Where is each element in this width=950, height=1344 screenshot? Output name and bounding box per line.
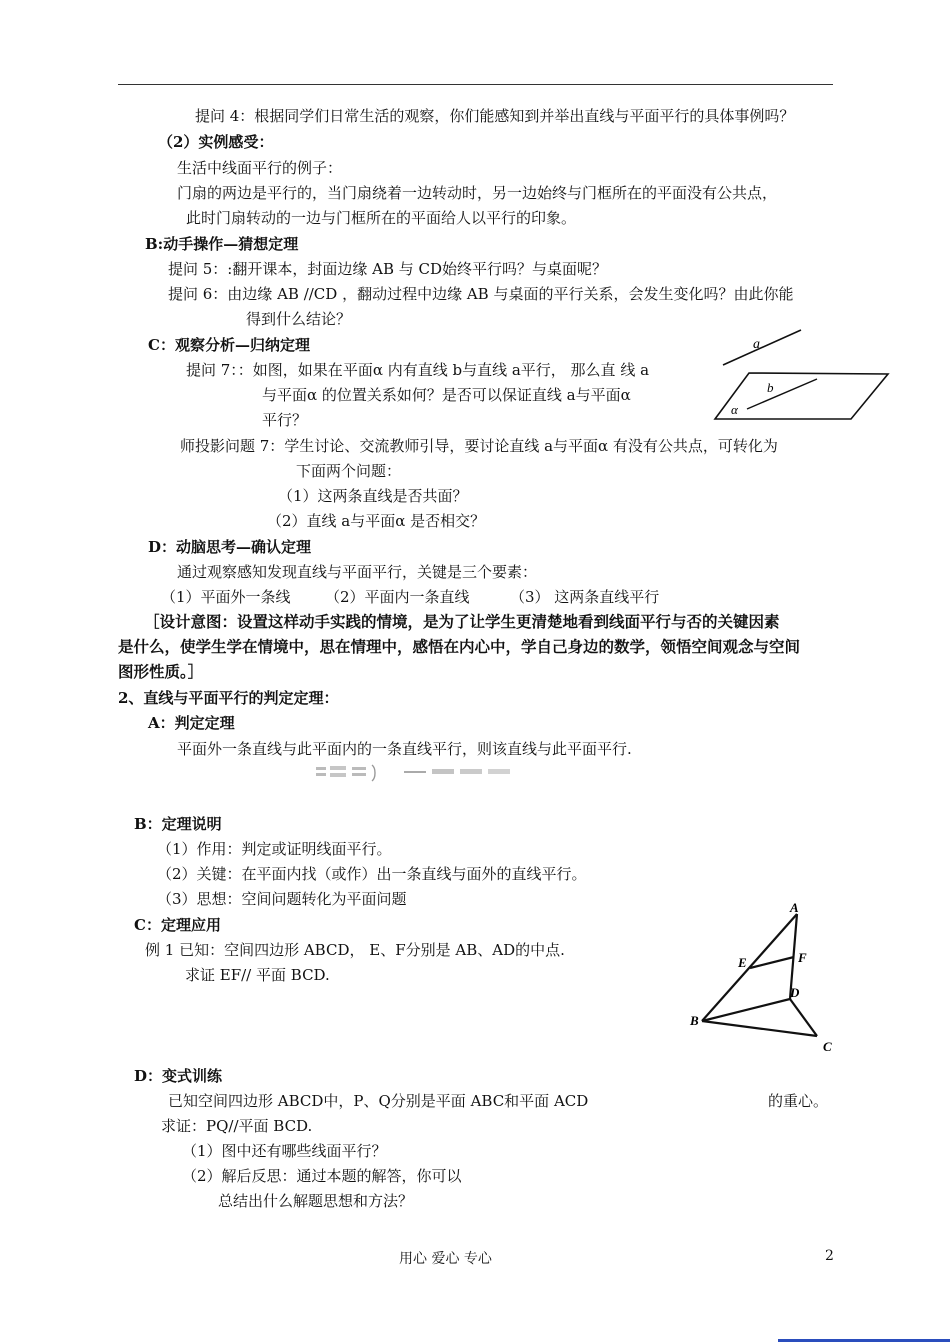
variant-question-2-continued: 总结出什么解题思想和方法？ [218, 1192, 414, 1210]
question-5: 提问 5：:翻开课本，封面边缘 AB 与 CD始终平行吗？与桌面呢？ [168, 260, 608, 278]
vertex-b: B [690, 1013, 699, 1028]
element-3: （3） 这两条直线平行 [510, 588, 660, 606]
question-7-line-2: 与平面α 的位置关系如何？是否可以保证直线 a与平面α [262, 386, 631, 404]
line-b [747, 379, 817, 409]
header-rule [118, 84, 833, 85]
question-4: 提问 4：根据同学们日常生活的观察，你们能感知到并举出直线与平面平行的具体事例吗？ [195, 107, 795, 125]
design-intent-line-3: 图形性质。］ [118, 662, 204, 681]
vertex-c: C [823, 1039, 832, 1054]
question-7-line-1: 提问 7：：如图，如果在平面α 内有直线 b与直线 a平行， 那么直 线 a [186, 361, 650, 379]
label-b: b [767, 380, 774, 395]
projection-question-line-1: 师投影问题 7：学生讨论、交流教师引导，要讨论直线 a与平面α 有没有公共点，可转化为 [180, 437, 778, 455]
variant-question-2: （2）解后反思：通过本题的解答，你可以 [182, 1167, 462, 1185]
example-1-prove: 求证 EF// 平面 BCD. [185, 966, 330, 984]
explanation-3: （3）思想：空间问题转化为平面问题 [157, 890, 407, 908]
line-a [723, 330, 801, 365]
door-example-line-1: 门扇的两边是平行的，当门扇绕着一边转动时，另一边始终与门框所在的平面没有公共点， [177, 184, 778, 202]
explanation-1: （1）作用：判定或证明线面平行。 [157, 840, 392, 858]
section-2-heading: 2、直线与平面平行的判定定理： [118, 689, 339, 707]
vertex-f: F [798, 950, 807, 965]
section-examples-heading: （2）实例感受： [158, 133, 274, 151]
element-2: （2）平面内一条直线 [325, 588, 470, 606]
design-intent-line-1: ［设计意图：设置这样动手实践的情境，是为了让学生更清楚地看到线面平行与否的关键因素 [144, 612, 780, 631]
life-examples-text: 生活中线面平行的例子： [177, 159, 343, 177]
example-1-given: 例 1 已知：空间四边形 ABCD， E、F分别是 AB、AD的中点. [145, 941, 565, 959]
plane-alpha [715, 373, 888, 419]
vertex-e: E [738, 955, 747, 970]
footer-motto: 用心 爱心 专心 [399, 1251, 492, 1267]
three-elements-intro: 通过观察感知发现直线与平面平行，关键是三个要素： [177, 563, 538, 581]
label-alpha: α [731, 402, 738, 417]
sub-question-1: （1）这两条直线是否共面？ [278, 487, 468, 505]
variant-question-1: （1）图中还有哪些线面平行？ [182, 1142, 387, 1160]
line-plane-figure [705, 322, 895, 424]
element-1: （1）平面外一条线 [161, 588, 291, 606]
sub-question-2: （2）直线 a与平面α 是否相交？ [267, 512, 486, 530]
symbolic-theorem-image [312, 764, 522, 782]
door-example-line-2: 此时门扇转动的一边与门框所在的平面给人以平行的印象。 [186, 209, 577, 227]
tetrahedron-figure [680, 896, 840, 1058]
projection-question-line-2: 下面两个问题： [296, 462, 402, 480]
theorem-explanation-heading: B：定理说明 [134, 815, 222, 833]
page-number: 2 [825, 1248, 834, 1264]
explanation-2: （2）关键：在平面内找（或作）出一条直线与面外的直线平行。 [157, 865, 587, 883]
theorem-heading: A：判定定理 [148, 714, 235, 732]
theorem-application-heading: C：定理应用 [134, 916, 221, 934]
vertex-a: A [790, 900, 799, 915]
section-c-heading: C：观察分析—归纳定理 [148, 336, 310, 354]
variant-prove: 求证：PQ//平面 BCD. [161, 1117, 313, 1135]
question-6-line-2: 得到什么结论？ [246, 310, 352, 328]
variant-given-part-1: 已知空间四边形 ABCD中，P、Q分别是平面 ABC和平面 ACD [168, 1092, 589, 1110]
section-b-heading: B:动手操作—猜想定理 [145, 235, 299, 253]
theorem-text: 平面外一条直线与此平面内的一条直线平行，则该直线与此平面平行. [177, 740, 632, 758]
section-d-heading: D：动脑思考—确认定理 [148, 538, 312, 556]
variant-training-heading: D：变式训练 [134, 1067, 223, 1085]
vertex-d: D [790, 985, 800, 1000]
corner-accent-line [778, 1339, 950, 1342]
design-intent-line-2: 是什么，使学生学在情境中，思在情理中，感悟在内心中，学自己身边的数学，领悟空间观念与空间 [118, 637, 801, 656]
question-6-line-1: 提问 6：由边缘 AB //CD ，翻动过程中边缘 AB 与桌面的平行关系，会发生变化吗？由此你能 [168, 285, 794, 303]
variant-given-part-2: 的重心。 [768, 1092, 829, 1110]
label-a: a [753, 337, 760, 352]
question-7-line-3: 平行？ [262, 411, 308, 429]
